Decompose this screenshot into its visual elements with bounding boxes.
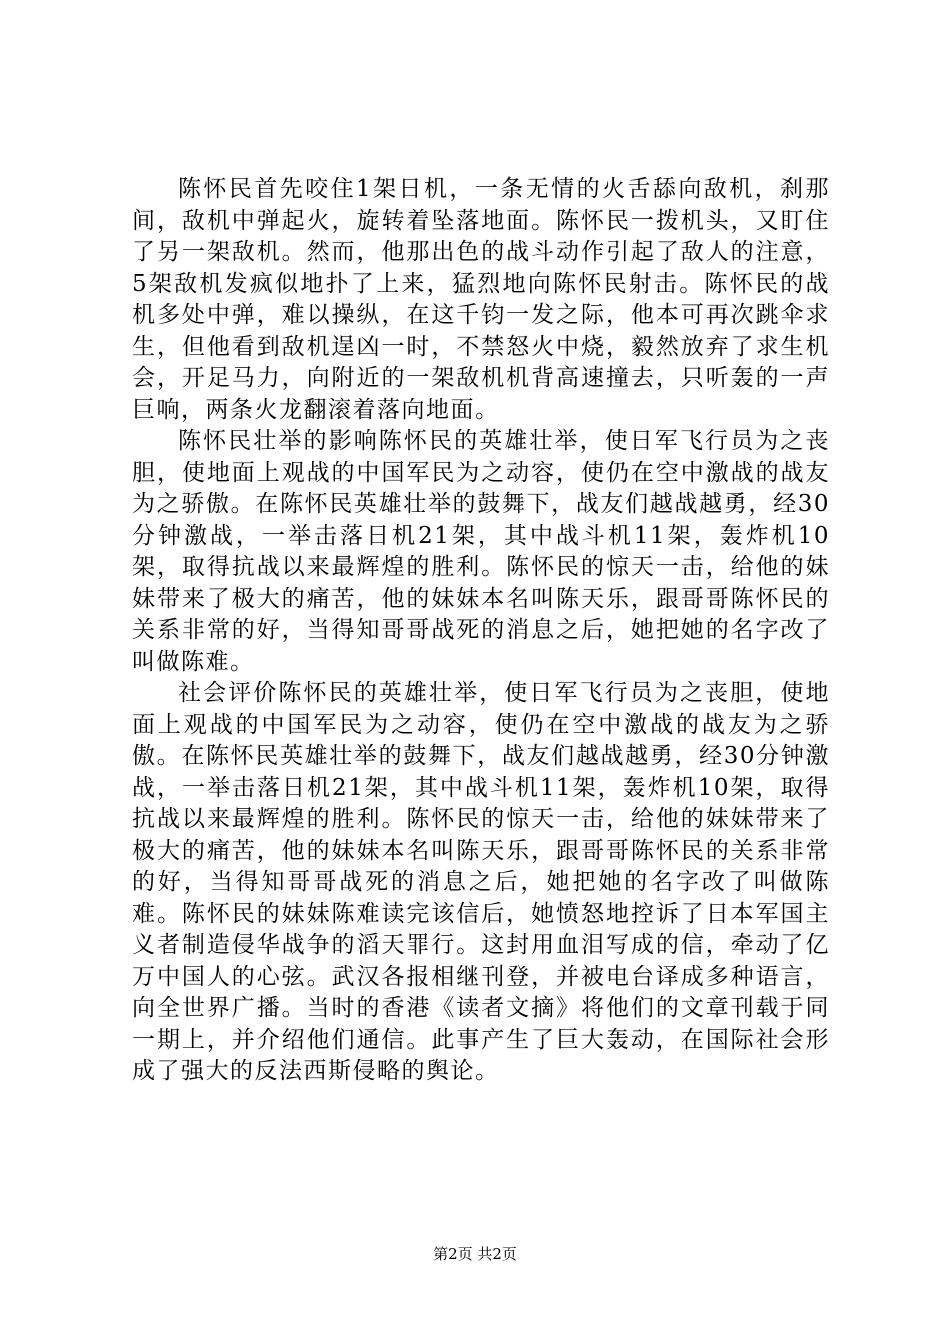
paragraph-3: 社会评价陈怀民的英雄壮举，使日军飞行员为之丧胆，使地面上观战的中国军民为之动容，使仍在空中激战的战友为之骄傲。在陈怀民英雄壮举的鼓舞下，战友们越战越勇，经30分钟激战，一举击落日机21架，其中战斗机11架，轰炸机10架，取得抗战以来最辉煌的胜利。陈怀民的惊天一击，给他的妹妹带来了极大的痛苦，他的妹妹本名叫陈天乐，跟哥哥陈怀民的关系非常的好，当得知哥哥战死的消息之后，她把她的名字改了叫做陈难。陈怀民的妹妹陈难读完该信后，她愤怒地控诉了日本军国主义者制造侵华战争的滔天罪行。这封用血泪写成的信，牵动了亿万中国人的心弦。武汉各报相继刊登，并被电台译成多种语言，向全世界广播。当时的香港《读者文摘》将他们的文章刊载于同一期上，并介绍他们通信。此事产生了巨大轰动，在国际社会形成了强大的反法西斯侵略的舆论。 (132, 680, 830, 1084)
paragraph-1: 陈怀民首先咬住1架日机，一条无情的火舌舔向敌机，刹那间，敌机中弹起火，旋转着坠落地面。陈怀民一拨机头，又盯住了另一架敌机。然而，他那出色的战斗动作引起了敌人的注意，5架敌机发疯似地扑了上来，猛烈地向陈怀民射击。陈怀民的战机多处中弹，难以操纵，在这千钧一发之际，他本可再次跳伞求生，但他看到敌机逞凶一时，不禁怒火中烧，毅然放弃了求生机会，开足马力，向附近的一架敌机机背高速撞去，只听轰的一声巨响，两条火龙翻滚着落向地面。 (132, 176, 830, 423)
page-number: 第2页 共2页 (433, 1245, 517, 1263)
document-body (132, 174, 830, 1088)
page-footer (0, 1244, 950, 1264)
paragraph-2: 陈怀民壮举的影响陈怀民的英雄壮举，使日军飞行员为之丧胆，使地面上观战的中国军民为之动容，使仍在空中激战的战友为之骄傲。在陈怀民英雄壮举的鼓舞下，战友们越战越勇，经30分钟激战，一举击落日机21架，其中战斗机11架，轰炸机10架，取得抗战以来最辉煌的胜利。陈怀民的惊天一击，给他的妹妹带来了极大的痛苦，他的妹妹本名叫陈天乐，跟哥哥陈怀民的关系非常的好，当得知哥哥战死的消息之后，她把她的名字改了叫做陈难。 (132, 428, 830, 675)
